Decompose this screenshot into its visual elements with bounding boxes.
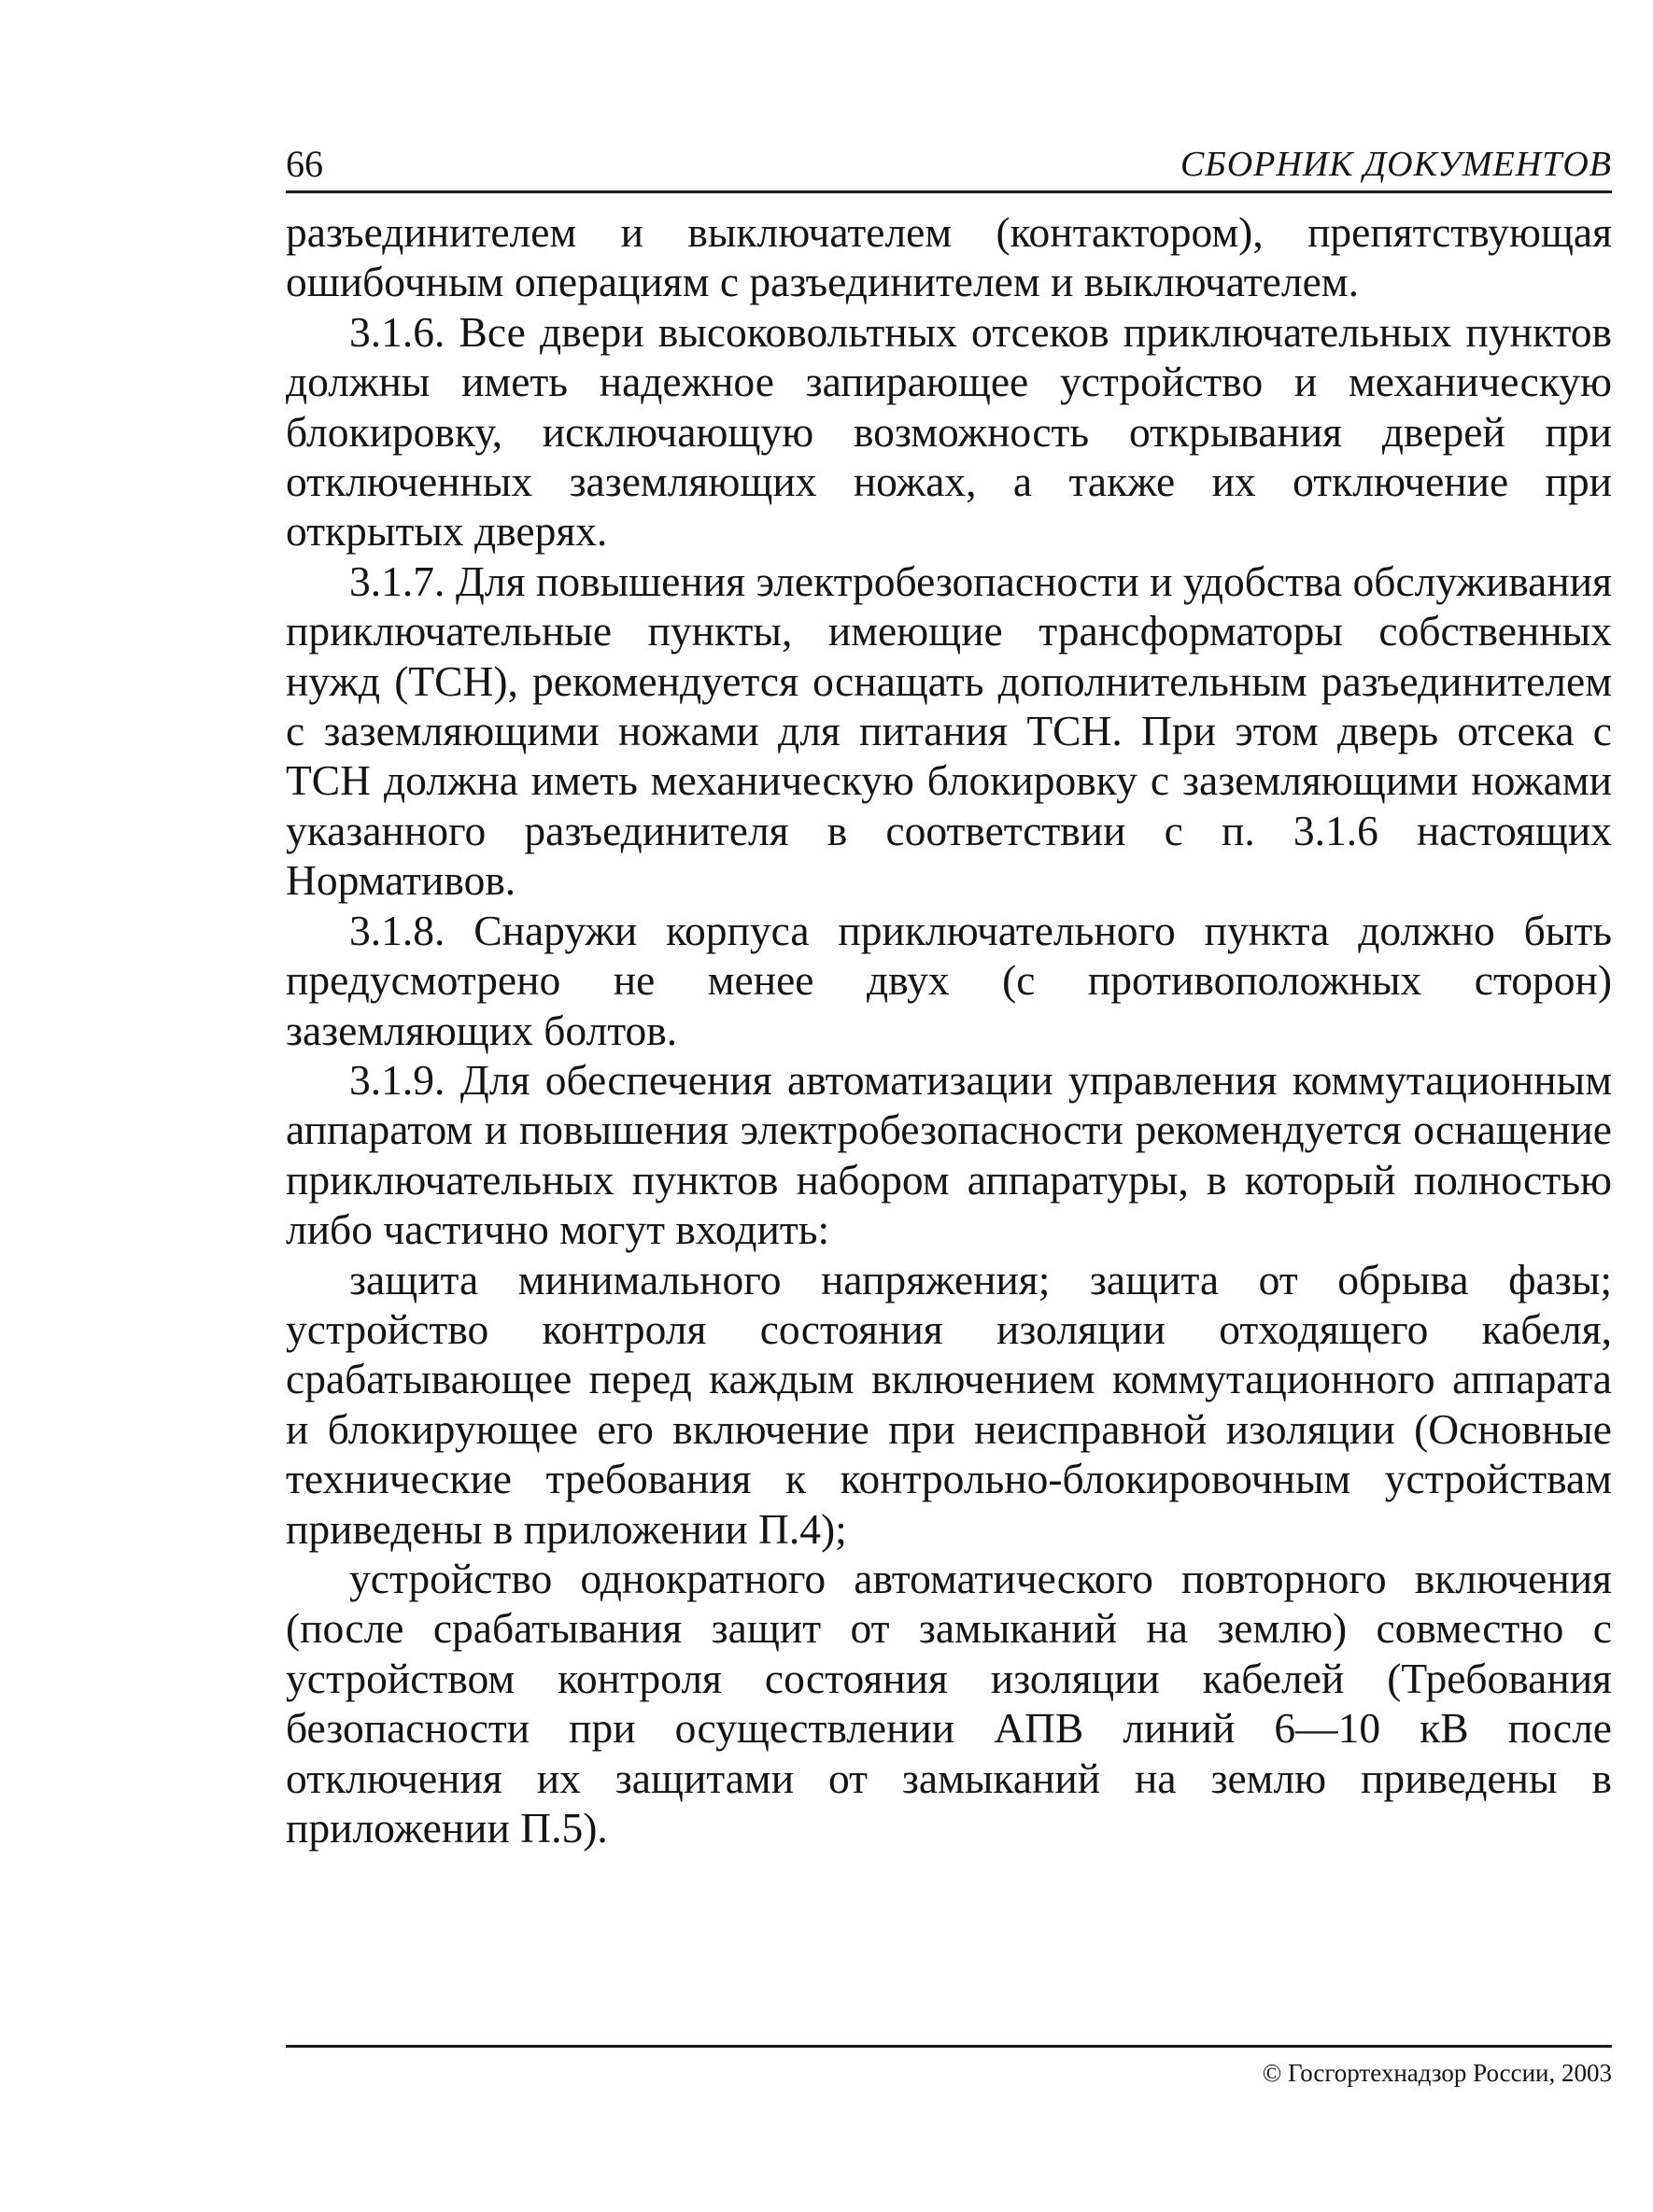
paragraph-3-1-6: 3.1.6. Все двери высоковольтных отсеков приключательных пунктов должны иметь надежное запирающее устройство и механическую блокировку, исключающую возможность открывания дверей при отключенных заземляющих ножах, а также их отключение при открытых дверях. — [286, 307, 1612, 556]
paragraph-3-1-7: 3.1.7. Для повышения электробезопасности и удобства обслуживания приключательные пункты, имеющие трансформаторы собственных нужд (ТСН), рекомендуется оснащать дополнительным разъединителем с заземляющими ножами для питания ТСН. При этом дверь отсека с ТСН должна иметь механическую блокировку с заземляющими ножами указанного разъединителя в соответствии с п. 3.1.6 настоящих Нормативов. — [286, 557, 1612, 905]
paragraph-3-1-8: 3.1.8. Снаружи корпуса приключательного пункта должно быть предусмотрено не менее двух (с противоположных сторон) заземляющих болтов. — [286, 906, 1612, 1054]
copyright-notice: © Госгортехнадзор России, 2003 — [1262, 2059, 1612, 2087]
page-header — [286, 142, 1612, 194]
footer-rule — [286, 2045, 1612, 2048]
list-item-auto-reclosing: устройство однократного автоматического повторного включения (после срабатывания защит от замыканий на землю) совместно с устройством контроля состояния изоляции кабелей (Требования безопасности при осуществлении АПВ линий 6—10 кВ после отключения их защитами от замыканий на землю приведены в приложении П.5). — [286, 1554, 1612, 1852]
list-item-protection: защита минимального напряжения; защита от обрыва фазы; устройство контроля состояния изоляции отходящего кабеля, срабатывающее перед каждым включением коммутационного аппарата и блокирующее его включение при неисправной изоляции (Основные технические требования к контрольно-блокировочным устройствам приведены в приложении П.4); — [286, 1255, 1612, 1553]
page-number: 66 — [286, 143, 323, 185]
running-title: СБОРНИК ДОКУМЕНТОВ — [1180, 145, 1612, 184]
body-text — [286, 207, 1612, 1853]
paragraph-3-1-9: 3.1.9. Для обеспечения автоматизации управления коммутационным аппаратом и повышения электробезопасности рекомендуется оснащение приключательных пунктов набором аппаратуры, в который полностью либо частично могут входить: — [286, 1055, 1612, 1254]
header-rule — [286, 190, 1612, 193]
paragraph-continuation: разъединителем и выключателем (контактором), препятствующая ошибочным операциям с разъединителем и выключателем. — [286, 208, 1612, 306]
